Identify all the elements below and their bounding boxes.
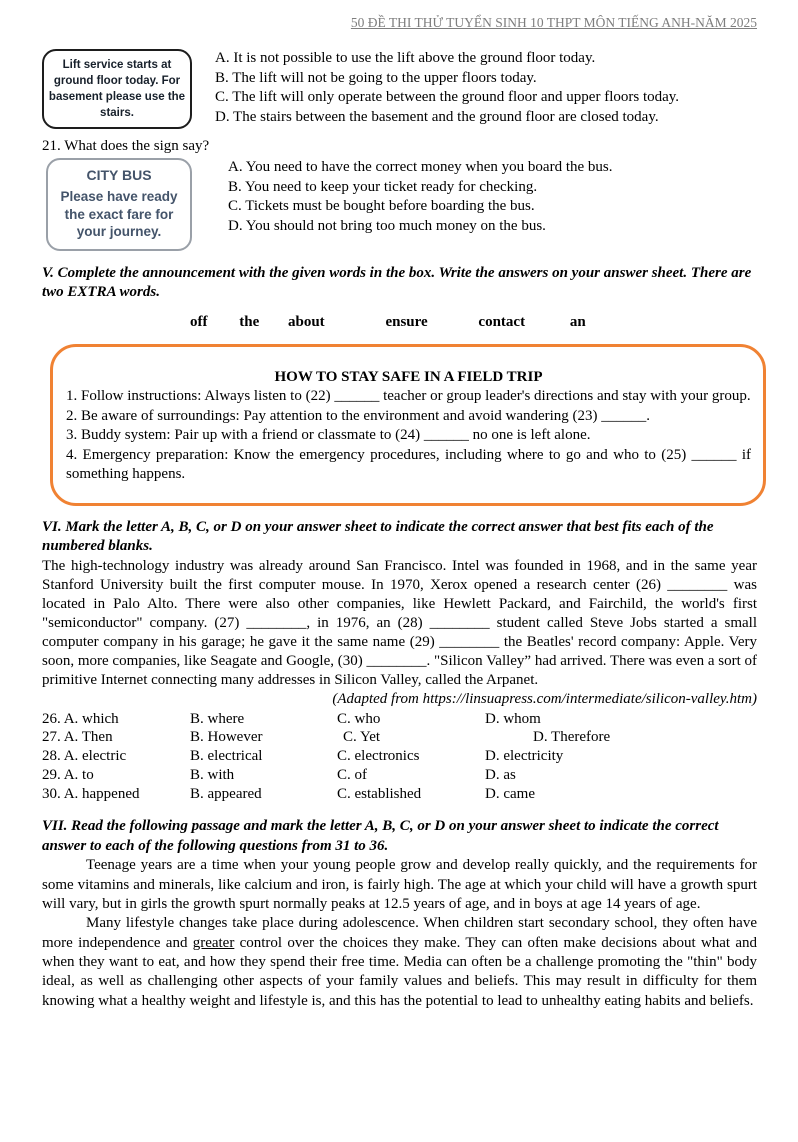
- word-bank-item-ensure: ensure: [385, 313, 428, 330]
- section-5-heading: V. Complete the announcement with the given words in the box. Write the answers on your answer sheet. There are two EXTRA words.: [42, 264, 752, 300]
- reading-paragraph-1: Teenage years are a time when your young people grow and develop really quickly, and the requirements for some vitamins and minerals, like calcium and iron, is fairly high. The age at which your child will have a growth spurt will vary, but in girls the growth spurt normally peaks at 12.5 years of age, and in boys at age 14 years of age.: [42, 857, 757, 913]
- word-bank-item-contact: contact: [478, 313, 526, 330]
- word-bank-item-off: off: [190, 313, 208, 330]
- page-header: [42, 14, 757, 31]
- city-bus-sign-text: Please have ready the exact fare for your journey.: [60, 189, 178, 239]
- question-29-option-b: B. with: [190, 766, 235, 783]
- question-30-option-c: C. established: [337, 785, 422, 802]
- question-27-option-a: A. Then: [63, 729, 113, 746]
- question-21-option-c: C. Tickets must be bought before boarding the bus.: [228, 198, 535, 214]
- question-21-option-b: B. You need to keep your ticket ready for checking.: [228, 178, 538, 195]
- paragraph-2-text-before: Many lifestyle changes take place during adolescence. When children start secondary school, they often have more independence and: [42, 915, 757, 951]
- page-header-title: 50 ĐỀ THI THỬ TUYỂN SINH 10 THPT MÔN TIẾNG ANH-NĂM 2025: [350, 15, 757, 30]
- question-28-option-a: A. electric: [63, 748, 127, 765]
- question-30-option-d: D. came: [485, 785, 535, 802]
- announcement-item-1: 1. Follow instructions: Always listen to (22) ______ teacher or group leader's directions and stay with your group.: [66, 388, 751, 404]
- word-bank-item-the: the: [239, 313, 260, 330]
- lift-sign: [42, 49, 192, 129]
- city-bus-sign: [46, 158, 192, 251]
- passage-source: (Adapted from https://linsuapress.com/intermediate/silicon-valley.htm): [332, 690, 757, 707]
- question-20-block: [42, 49, 757, 129]
- question-26-option-d: D. whom: [485, 710, 541, 727]
- question-27-number: 27.: [42, 729, 61, 746]
- questions-26-30: [42, 710, 757, 804]
- section-6: [42, 518, 757, 804]
- question-29-number-and-a: [42, 766, 190, 785]
- question-21-option-a: A. You need to have the correct money when you board the bus.: [228, 159, 613, 175]
- question-26-option-c: C. who: [337, 710, 381, 727]
- question-21-stem: 21. What does the sign say?: [42, 138, 210, 154]
- paragraph-2-text-after: control over the choices they make. They can often make decisions about what and when they want to eat, and how they spend their free time. Media can often be a challenge promoting the "thin" body ideal, as well as challenging other aspects of your family values and beliefs. This may result in difficulty for them knowing what a healthy weight and lifestyle is, and this has the potential to lead to unhealthy eating habits and beliefs.: [42, 934, 758, 1009]
- question-29-option-d: D. as: [485, 766, 516, 783]
- question-26-number: 26.: [42, 710, 61, 727]
- question-28-option-d: D. electricity: [485, 748, 564, 765]
- question-row-26: [42, 710, 757, 729]
- question-28-number-and-a: [42, 747, 190, 766]
- city-bus-sign-title: CITY BUS: [86, 167, 152, 183]
- cloze-passage: The high-technology industry was already around San Francisco. Intel was founded in 1968, and in the same year Stanford University built the first computer mouse. In 1970, Xerox opened a research center (26) ________ was located in Palo Alto. There were also other companies, like Hewlett Packard, and Fairchild, the world's first "semiconductor" company. (27) ________, in 1976, an (28) ________ student called Steve Jobs started a small computer company in his garage; he gave it the same name (29) ________ the Beatles' record company: Apple. Very soon, more companies, like Seagate and Google, (30) ________. "Silicon Valley” had arrived. There was even a sort of primitive Internet connecting many addresses in Silicon Valley, called the Arpanet.: [42, 557, 757, 688]
- announcement-item-4: 4. Emergency preparation: Know the emergency procedures, including where to go and who to (25) ______ if something happens.: [66, 446, 751, 482]
- question-30-option-b: B. appeared: [190, 785, 262, 802]
- question-27-option-b: B. However: [190, 729, 263, 746]
- question-29-option-c: C. of: [337, 766, 367, 783]
- question-20-option-d: D. The stairs between the basement and the ground floor are closed today.: [215, 108, 659, 125]
- question-27-number-and-a: [42, 728, 190, 747]
- question-row-28: [42, 747, 757, 766]
- question-26-number-and-a: [42, 710, 190, 729]
- question-28-option-b: B. electrical: [190, 748, 263, 765]
- question-row-29: [42, 766, 757, 785]
- question-30-number-and-a: [42, 785, 190, 804]
- question-20-option-c: C. The lift will only operate between the ground floor and upper floors today.: [215, 89, 680, 105]
- reading-paragraph-2: [42, 914, 757, 1010]
- announcement-box-title: HOW TO STAY SAFE IN A FIELD TRIP: [274, 368, 543, 385]
- question-21-option-d: D. You should not bring too much money on the bus.: [228, 217, 546, 234]
- question-20-option-a: A. It is not possible to use the lift above the ground floor today.: [215, 50, 596, 66]
- announcement-box: [50, 344, 766, 506]
- announcement-item-3: 3. Buddy system: Pair up with a friend or classmate to (24) ______ no one is left alone.: [66, 427, 591, 443]
- lift-sign-text: Lift service starts at ground floor today. For basement please use the stairs.: [48, 59, 186, 119]
- question-30-option-a: A. happened: [63, 785, 140, 802]
- question-27-option-c: C. Yet: [343, 729, 381, 746]
- question-20-options: [215, 49, 679, 127]
- word-bank-item-an: an: [569, 313, 586, 330]
- question-29-number: 29.: [42, 766, 61, 783]
- section-6-heading: VI. Mark the letter A, B, C, or D on your answer sheet to indicate the correct answer that best fits each of the numbered blanks.: [42, 518, 714, 554]
- announcement-item-2: 2. Be aware of surroundings: Pay attention to the environment and avoid wandering (23) ______.: [66, 407, 651, 424]
- question-27-option-d: D. Therefore: [533, 729, 611, 746]
- question-29-option-a: A. to: [63, 766, 94, 783]
- question-28-number: 28.: [42, 748, 61, 765]
- question-row-27: [42, 728, 757, 747]
- question-21-block: [42, 158, 757, 251]
- question-21-options: [228, 158, 613, 236]
- question-28-option-c: C. electronics: [337, 748, 420, 765]
- word-bank: [42, 313, 757, 332]
- question-30-number: 30.: [42, 785, 61, 802]
- word-bank-item-about: about: [288, 313, 325, 330]
- question-26-option-b: B. where: [190, 710, 245, 727]
- question-26-option-a: A. which: [63, 710, 119, 727]
- underlined-word-greater: greater: [192, 934, 235, 951]
- section-7-heading: VII. Read the following passage and mark the letter A, B, C, or D on your answer sheet to indicate the correct answer to each of the following questions from 31 to 36.: [42, 818, 719, 854]
- question-row-30: [42, 785, 757, 804]
- question-20-option-b: B. The lift will not be going to the upper floors today.: [215, 69, 537, 86]
